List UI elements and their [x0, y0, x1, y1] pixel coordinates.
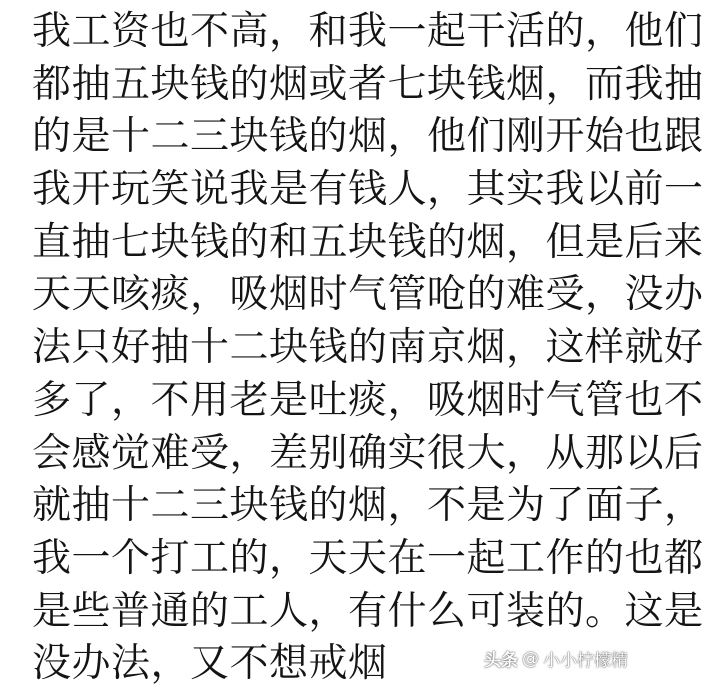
text-line-3: 的是十二三块钱的烟，他们刚开始也跟 [32, 114, 704, 160]
watermark-at: @ [522, 648, 539, 669]
text-line-2: 都抽五块钱的烟或者七块钱烟，而我抽 [32, 61, 704, 107]
text-line-11: 我一个打工的，天天在一起工作的也都 [32, 535, 704, 581]
text-line-8: 多了，不用老是吐痰，吸烟时气管也不 [32, 377, 704, 423]
text-line-12: 是些普通的工人，有什么可装的。这是 [32, 588, 704, 634]
text-line-4: 我开玩笑说我是有钱人，其实我以前一 [32, 167, 704, 213]
text-line-7: 法只好抽十二块钱的南京烟，这样就好 [32, 325, 704, 371]
text-line-9: 会感觉难受，差别确实很大，从那以后 [32, 430, 704, 476]
text-line-1: 我工资也不高，和我一起干活的，他们 [32, 9, 704, 54]
watermark-author: 小小柠檬精 [543, 651, 628, 671]
text-line-5: 直抽七块钱的和五块钱的烟，但是后来 [32, 219, 704, 265]
source-watermark [484, 646, 628, 671]
text-line-13: 没办法，又不想戒烟 [32, 641, 388, 687]
text-line-10: 就抽十二三块钱的烟，不是为了面子， [32, 483, 704, 529]
watermark-source: 头条 [484, 651, 518, 671]
text-line-6: 天天咳痰，吸烟时气管呛的难受，没办 [32, 272, 704, 318]
